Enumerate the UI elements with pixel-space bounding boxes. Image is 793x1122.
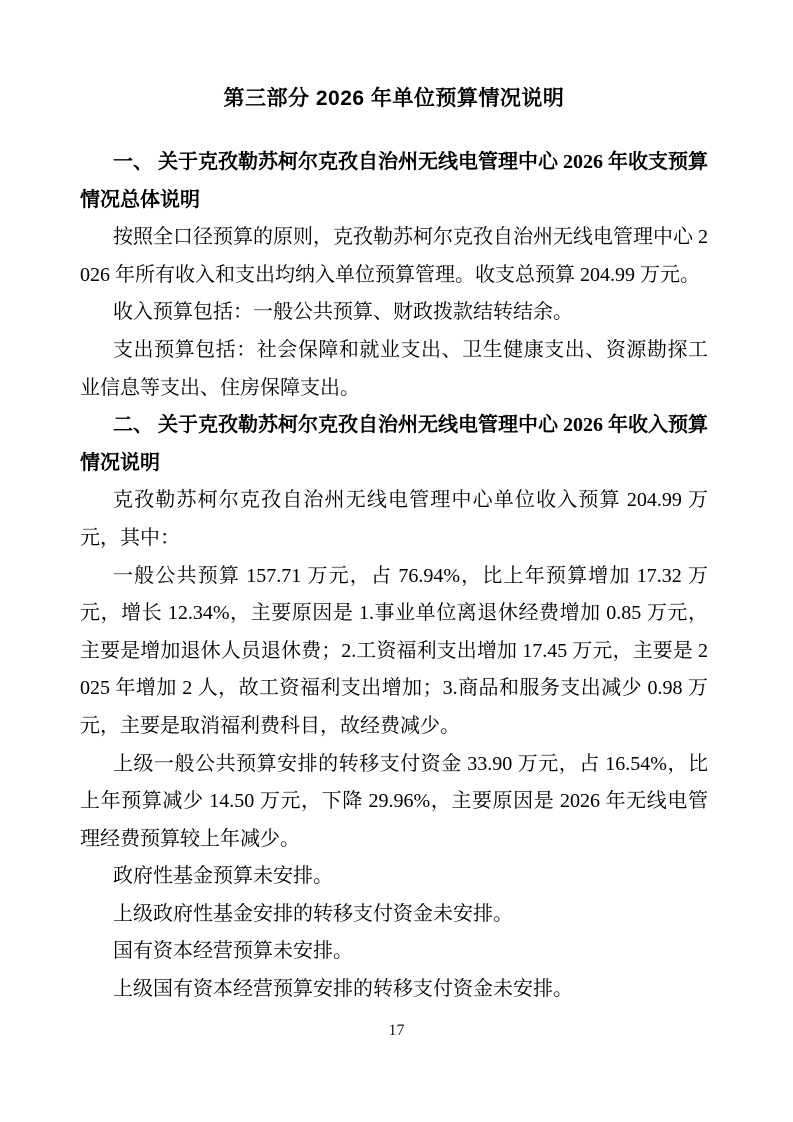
paragraph: 国有资本经营预算未安排。: [113, 940, 353, 963]
document-content: [80, 80, 708, 1009]
paragraph: 一般公共预算 157.71 万元，占 76.94%，比上年预算增加 17.32 万元，增长 12.34%，主要原因是 1.事业单位离退休经费增加 0.85 万元，主要是增加退休人员退休费；2.工资福利支出增加 17.45 万元，主要是 2025 年增加 2 人，故工资福利支出增加；3.商品和服务支出减少 0.98 万元，主要是取消福利费科目，故经费减少。: [80, 564, 708, 737]
paragraph: 上级政府性基金安排的转移支付资金未安排。: [113, 902, 513, 925]
section-heading: 一、 关于克孜勒苏柯尔克孜自治州无线电管理中心 2026 年收支预算情况总体说明: [80, 151, 708, 211]
paragraph: 支出预算包括：社会保障和就业支出、卫生健康支出、资源勘探工业信息等支出、住房保障支出。: [80, 338, 708, 399]
paragraph: 收入预算包括：一般公共预算、财政拨款结转结余。: [113, 301, 573, 324]
document-body: [80, 144, 708, 1009]
paragraph: 上级一般公共预算安排的转移支付资金 33.90 万元，占 16.54%，比上年预算减少 14.50 万元，下降 29.96%，主要原因是 2026 年无线电管理经费预算较上年减少。: [80, 752, 708, 850]
section-heading: 二、 关于克孜勒苏柯尔克孜自治州无线电管理中心 2026 年收入预算情况说明: [80, 414, 708, 474]
paragraph: 政府性基金预算未安排。: [113, 865, 333, 888]
page-number: 17: [388, 1022, 405, 1039]
paragraph: 克孜勒苏柯尔克孜自治州无线电管理中心单位收入预算 204.99 万元，其中：: [80, 489, 708, 549]
paragraph: 按照全口径预算的原则，克孜勒苏柯尔克孜自治州无线电管理中心 2026 年所有收入和支出均纳入单位预算管理。收支总预算 204.99 万元。: [80, 226, 708, 286]
document-title: 第三部分 2026 年单位预算情况说明: [223, 87, 565, 110]
paragraph: 上级国有资本经营预算安排的转移支付资金未安排。: [113, 978, 573, 1001]
